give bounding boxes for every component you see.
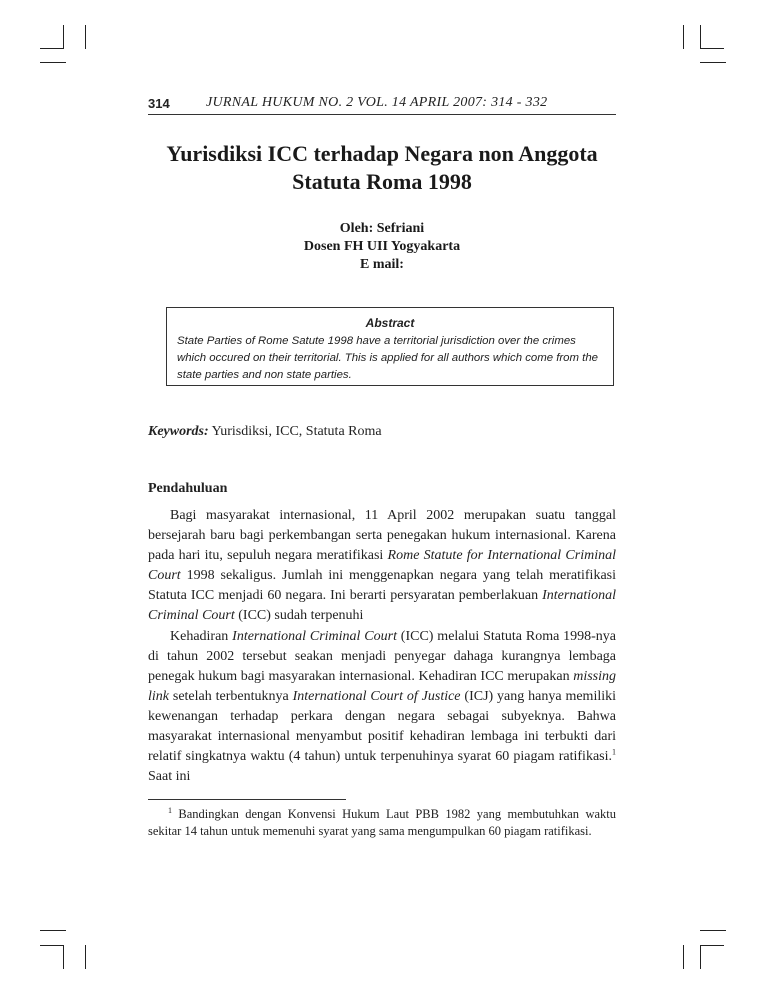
running-header <box>148 94 616 116</box>
paragraph-2: Kehadiran International Criminal Court (ICC) melalui Statuta Roma 1998-nya di tahun 2002 tersebut seakan menjadi penyegar dahaga kurangnya lembaga penegak hukum bagi masyarakan internasional. Kehadiran ICC merupakan missing link setelah terbentuknya International Court of Justice (ICJ) yang hanya memiliki kewenangan terhadap perkara dengan negara sebagai subyeknya. Bahwa masyarakat internasional menyambut positif kehadiran lembaga ini terbukti dari relatif singkatnya waktu (4 tahun) untuk terpenuhinya syarat 60 piagam ratifikasi.$^1$ Saat ini <box>148 628 617 785</box>
header-rule <box>148 114 616 115</box>
keywords-value: Yurisdiksi, ICC, Statuta Roma <box>211 424 382 439</box>
abstract-heading: Abstract <box>365 316 415 330</box>
abstract-text: State Parties of Rome Satute 1998 have a territorial jurisdiction over the crimes which occured on their territorial. This is applied for all authors which come from the state parties and non state parties. <box>177 335 599 381</box>
title-line-2: Statuta Roma 1998 <box>292 169 472 194</box>
author-name: Oleh: Sefriani <box>339 221 425 236</box>
page-number: 314 <box>148 96 170 111</box>
body-text <box>148 506 616 787</box>
section-heading: Pendahuluan <box>148 481 228 496</box>
abstract-box <box>166 307 614 386</box>
author-affiliation: Dosen FH UII Yogyakarta <box>303 239 461 254</box>
keywords <box>148 424 382 440</box>
keywords-label: Keywords: <box>148 424 209 439</box>
footnote-number: 1 <box>168 805 172 815</box>
title-line-1: Yurisdiksi ICC terhadap Negara non Anggota <box>166 141 598 166</box>
article-title <box>148 140 616 196</box>
footnote-ref[interactable]: 1 <box>612 747 616 757</box>
author-block <box>148 220 616 274</box>
journal-citation: JURNAL HUKUM NO. 2 VOL. 14 APRIL 2007: 314 - 332 <box>206 95 548 110</box>
footnote-text: Bandingkan dengan Konvensi Hukum Laut PBB 1982 yang membutuhkan waktu sekitar 14 tahun untuk memenuhi syarat yang sama mengumpulkan 60 piagam ratifikasi. <box>148 807 616 838</box>
paragraph-1: Bagi masyarakat internasional, 11 April 2002 merupakan suatu tanggal bersejarah baru bagi perkembangan serta penegakan hukum internasional. Karena pada hari itu, sepuluh negara meratifikasi Rome Statute for International Criminal Court 1998 sekaligus. Jumlah ini menggenapkan negara yang telah meratifikasi Statuta ICC menjadi 60 negara. Ini berarti persyaratan pemberlakuan International Criminal Court (ICC) sudah terpenuhi <box>148 508 616 624</box>
author-email: E mail: <box>360 257 404 272</box>
footnote-rule <box>148 799 346 800</box>
footnote <box>148 806 616 840</box>
